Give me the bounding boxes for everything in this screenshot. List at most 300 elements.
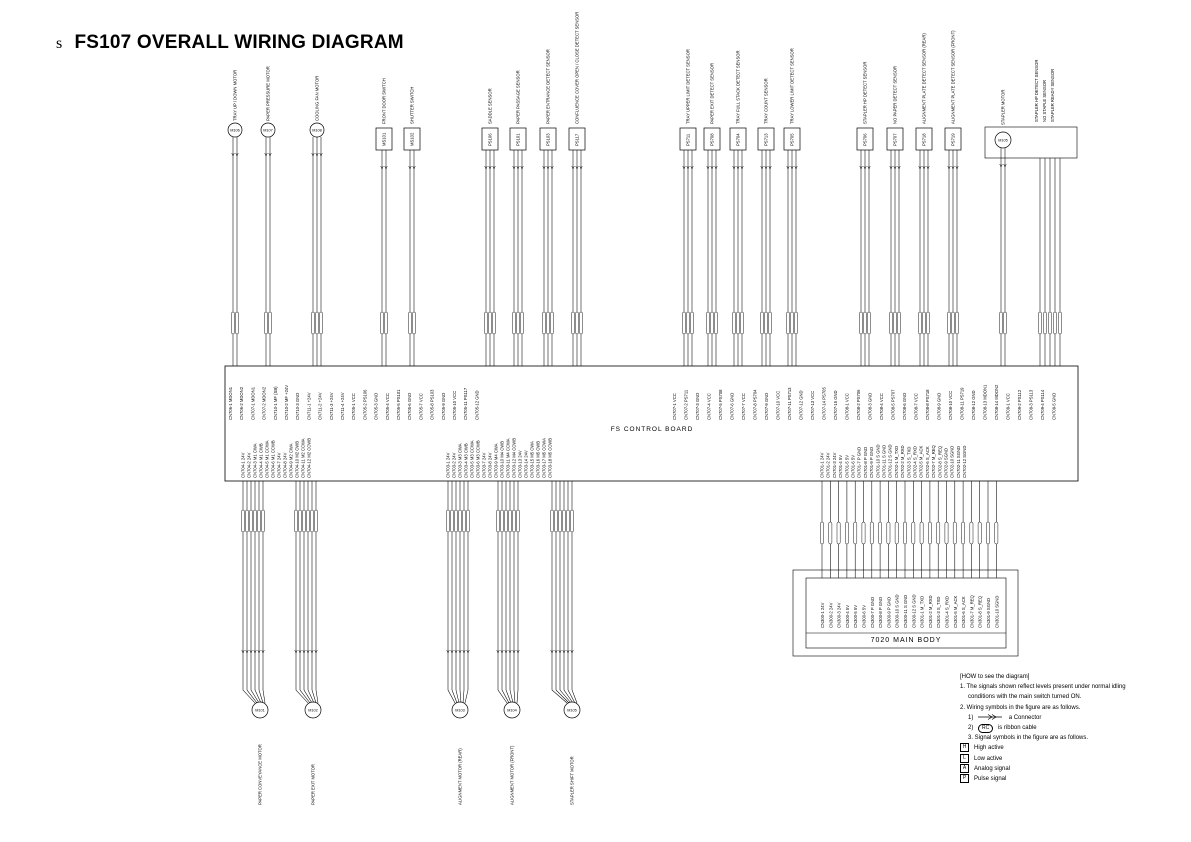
cable-tag	[257, 510, 260, 532]
cable-tag	[922, 312, 925, 334]
main-body-pin-label: CN301-8 S_REQ	[977, 595, 983, 628]
motor-m101	[252, 702, 268, 805]
board-pin-label: CN707-14 PS705	[821, 387, 827, 420]
cable-tag	[579, 312, 582, 334]
component-name: SHUTTER SWITCH	[409, 86, 415, 124]
cable-tag	[986, 522, 989, 544]
board-pin-label: CN705-5 PS101	[396, 389, 401, 420]
connector-symbol-icon	[978, 714, 1004, 720]
board-pin-label: CN703-1 24V	[445, 452, 451, 478]
motor-id: M104	[507, 708, 517, 713]
legend-signal	[960, 774, 1160, 784]
cable-tag	[1048, 312, 1051, 334]
board-pin-label: CN707-8 PS704	[752, 389, 758, 420]
main-body-pin-label: CN301-6 S_ACK	[961, 596, 967, 628]
board-pin-label: CN706-1 MDON1	[228, 386, 233, 420]
component-ps718	[916, 33, 932, 150]
component-ps708	[704, 63, 720, 150]
cable-tag	[454, 510, 457, 532]
board-pin-label: CN705-10 VCC	[452, 390, 457, 420]
cable-tag	[945, 522, 948, 544]
board-pin-label: CN703-5 M3 CCWA	[469, 440, 475, 478]
board-pin-label: CN708-6 GND	[902, 392, 907, 420]
legend-signal-text: Pulse signal	[974, 776, 1007, 783]
board-pin-label: CN705-12 GND	[474, 390, 480, 420]
motor-name: PAPER EXIT MOTOR	[310, 764, 316, 805]
cable-tag	[458, 510, 461, 532]
cable-tag	[854, 522, 857, 544]
board-pin-label: CN701-11 S GND	[881, 444, 887, 478]
board-pin-label: CN703-12 M4 CCWB	[511, 437, 517, 478]
cable-tag	[466, 510, 469, 532]
board-pin-label: CN703-10 M4 CWB	[499, 440, 505, 478]
component-id: PS705	[789, 133, 795, 146]
cable-tag	[867, 312, 870, 334]
board-pin-label: CN708-2 PS706	[856, 389, 861, 420]
board-pin-label: CN708-9 GND	[936, 392, 942, 420]
main-body-pin-label: CN301-2 M_RXD	[927, 595, 933, 628]
cable-tag	[903, 522, 906, 544]
board-label: FS CONTROL BOARD	[610, 426, 694, 433]
cable-tag	[1043, 312, 1046, 334]
component-m108	[310, 76, 324, 137]
cable-tag	[516, 312, 519, 334]
main-body-pin-label: CN300-10 S GND	[894, 594, 900, 628]
cable-tag	[550, 510, 553, 532]
component-id: PS713	[763, 133, 769, 146]
board-pin-label: CN703-11 M4 CCWA	[505, 438, 511, 478]
cable-tag	[710, 312, 713, 334]
board-pin-label: CN701-4 5V	[838, 454, 844, 478]
cable-tag	[542, 312, 545, 334]
board-pin-label: CN701-2 24V	[825, 452, 831, 478]
cable-tag	[302, 510, 305, 532]
legend-signal	[960, 764, 1160, 774]
main-body-pin-label: CN301-7 M_REQ	[969, 595, 975, 628]
board-pin-label: CN708-4 VCC	[879, 393, 884, 420]
component-id: PS718	[921, 133, 927, 146]
legend-signal	[960, 754, 1160, 764]
board-pin-label: CN709-4 PS114	[1040, 389, 1045, 420]
cable-tag	[520, 312, 523, 334]
motor-m102	[305, 702, 321, 805]
cable-tag	[571, 312, 574, 334]
cable-tag	[384, 312, 387, 334]
board-pin-label: CN709-1 VCC	[1005, 393, 1011, 420]
component-id: M107	[263, 128, 273, 133]
legend-item2-num: 2)	[968, 725, 974, 732]
cable-tag	[314, 510, 317, 532]
cable-tag	[241, 510, 244, 532]
legend-item2-text: is ribbon cable	[997, 725, 1037, 732]
cable-tag	[408, 312, 411, 334]
board-pin-label: CN703-6 M3 CCWB	[475, 440, 481, 478]
component-ps711	[680, 49, 696, 150]
cable-tag	[550, 312, 553, 334]
board-pin-label: CN705-2 PS106	[362, 389, 368, 420]
cable-tag	[380, 312, 383, 334]
motor-name: ALIGNMENT MOTOR (REAR)	[457, 748, 463, 805]
cable-tag	[764, 312, 767, 334]
cable-tag	[995, 522, 998, 544]
component-ps719	[945, 30, 961, 150]
board-pin-label: CN708-5 PS707	[890, 389, 896, 420]
main-body-pin-label: CN300-8 P GND	[878, 596, 884, 628]
main-body-pin-label: CN300-7 P GND	[869, 596, 875, 628]
board-pin-label: CN703-7 24V	[481, 452, 487, 478]
board-pin-label: CN707-3 GND	[695, 392, 700, 420]
main-body-pin-label: CN301-9 SGND	[986, 597, 991, 628]
cable-tag	[714, 312, 717, 334]
cable-tag	[706, 312, 709, 334]
board-pin-label: CN707-15 GND	[833, 390, 838, 420]
component-name: SADDLE SENSOR	[487, 88, 493, 124]
cable-tag	[261, 510, 264, 532]
cable-tag	[1038, 312, 1041, 334]
component-name: TRAY FULL STACK DETECT SENSOR	[735, 50, 741, 124]
board-pin-label: CN708-13 MDON1	[982, 384, 988, 420]
board-pin-label: CN701-1 24V	[819, 452, 825, 478]
board-pin-label: CN709-2 PS112	[1017, 389, 1022, 420]
component-name: PAPER PASSAGE SENSOR	[515, 70, 521, 124]
cable-tag	[879, 522, 882, 544]
component-m107	[261, 66, 275, 137]
component-name: TRAY COUNT SENSOR	[763, 78, 769, 124]
board-pin-label: CN701-8 P GND	[862, 446, 868, 478]
component-ps706	[857, 62, 873, 150]
board-pin-label: CN703-15 M5 CWA	[529, 441, 535, 478]
cable-tag	[1003, 312, 1006, 334]
legend-line1: 1. The signals shown reflect levels present under normal idling	[960, 684, 1126, 691]
component-ps713	[758, 78, 774, 150]
legend-item2	[960, 723, 1160, 733]
board-pin-label: CN702-7 M_REQ	[931, 445, 937, 478]
motor-m104	[504, 702, 520, 805]
cable-tag	[488, 312, 491, 334]
board-pin-label: CN707-4 VCC	[706, 393, 712, 420]
cable-tag	[512, 312, 515, 334]
cable-tag	[918, 312, 921, 334]
component-name: STAPLER MOTOR	[1000, 89, 1006, 125]
board-pin-label: CN701-5 5V	[844, 454, 850, 478]
board-pin-label: CN703-2 24V	[451, 452, 457, 478]
board-pin-label: CN703-3 M3 CWA	[457, 443, 463, 478]
cable-tag	[264, 312, 267, 334]
board-pin-label: CN702-9 SGND	[943, 447, 949, 478]
component-id: PS106	[487, 133, 493, 146]
board-pin-label: CN701-12 S GND	[887, 444, 893, 478]
board-pin-label: CN703-14 24V	[523, 450, 529, 478]
cable-tag	[508, 510, 511, 532]
cable-tag	[298, 510, 301, 532]
legend-signal-text: Analog signal	[974, 766, 1011, 773]
cable-tag	[235, 312, 238, 334]
cable-tag	[249, 510, 252, 532]
board-pin-label: CN703-8 24V	[487, 452, 493, 478]
component-ps707	[887, 66, 903, 150]
cable-tag	[484, 312, 487, 334]
component-m106	[228, 70, 242, 137]
board-pin-label: CN702-12 SGND	[962, 445, 968, 478]
board-pin-label: CN707-11 PS713	[787, 387, 792, 420]
board-pin-label: CN707-10 VCC	[775, 390, 781, 420]
cable-tag	[829, 522, 832, 544]
pulse-signal-icon: P	[960, 774, 969, 783]
legend-item1-num: 1)	[968, 714, 974, 721]
legend-line1b: conditions with the main switch turned ON.	[968, 694, 1082, 701]
component-id: PS706	[862, 133, 868, 146]
board-pin-label: CN704-8 24V	[282, 452, 288, 478]
cable-tag	[1053, 312, 1056, 334]
board-pin-label: CN702-4 S_RXD	[912, 446, 918, 478]
cable-tag	[412, 312, 415, 334]
board-pin-label: CN708-8 PS718	[925, 389, 930, 420]
board-pin-label: CN703-16 M5 CWB	[535, 440, 541, 478]
cable-tag	[786, 312, 789, 334]
cable-tag	[546, 312, 549, 334]
board-pin-label: CN711-3 +24V	[328, 392, 334, 420]
cable-tag	[496, 510, 499, 532]
low-active-icon: L	[960, 754, 969, 763]
cable-tag	[310, 510, 313, 532]
board-pin-label: CN704-2 24V	[246, 452, 252, 478]
board-pin-label: CN704-6 M1 CCWB	[270, 440, 276, 478]
board-pin-label: CN710-2 MF +24V	[284, 384, 289, 420]
cable-tag	[492, 312, 495, 334]
legend	[960, 672, 1160, 785]
board-pin-label: CN702-11 SGND	[955, 445, 961, 478]
main-body-pin-label: CN300-4 5V	[844, 604, 850, 628]
legend-signals	[960, 743, 1160, 784]
cable-tag	[294, 510, 297, 532]
cable-tag	[928, 522, 931, 544]
top-components	[228, 12, 1011, 150]
cable-tag	[690, 312, 693, 334]
cable-tag	[962, 522, 965, 544]
cable-tag	[315, 312, 318, 334]
component-name: PAPER PRESSURE MOTOR	[265, 66, 271, 121]
stapler-unit-label: STAPLER HP DETECT SENSOR	[1034, 59, 1039, 122]
board-pin-label: CN707-6 GND	[729, 392, 735, 420]
analog-signal-icon: A	[960, 764, 969, 773]
cable-tag	[1058, 312, 1061, 334]
component-id: PS707	[892, 133, 898, 146]
bottom-motors	[252, 702, 580, 805]
cable-tag	[736, 312, 739, 334]
component-name: FRONT DOOR SWITCH	[381, 78, 387, 124]
component-ps117	[569, 12, 585, 150]
main-body-label: 7020 MAIN BODY	[870, 637, 942, 644]
main-body-pin-label: CN300-9 P GND	[886, 596, 892, 628]
title-mark: s	[56, 35, 63, 52]
cable-tag	[768, 312, 771, 334]
board-pin-label: CN708-14 MDON2	[994, 384, 999, 420]
board-pin-label: CN708-7 VCC	[913, 393, 919, 420]
component-m105	[995, 90, 1011, 148]
cable-tag	[947, 312, 950, 334]
cable-tag	[920, 522, 923, 544]
cable-tag	[253, 510, 256, 532]
board-pin-label: CN702-6 S_ACK	[924, 446, 930, 478]
cable-tag	[516, 510, 519, 532]
ribbon-cable-icon: RC	[978, 724, 993, 733]
motor-name: ALIGNMENT MOTOR (FRONT)	[509, 745, 515, 805]
board-pin-label: CN707-2 PS711	[683, 389, 689, 420]
cable-tag	[897, 312, 900, 334]
cable-tag	[570, 510, 573, 532]
cable-tag	[554, 510, 557, 532]
legend-heading: [HOW to see the diagram]	[960, 674, 1030, 680]
board-pin-label: CN707-5 PS708	[718, 389, 723, 420]
board-pin-label: CN707-2 MDON2	[261, 386, 267, 420]
cable-tag	[740, 312, 743, 334]
cable-tag	[862, 522, 865, 544]
component-ps103	[540, 49, 556, 150]
cable-tag	[450, 510, 453, 532]
stapler-unit-labels	[1034, 60, 1055, 122]
main-body-pin-label: CN300-1 24V	[820, 602, 825, 628]
board-pin-label: CN711-1 +24V	[306, 392, 312, 420]
cable-tag	[575, 312, 578, 334]
legend-item1	[960, 713, 1160, 723]
board-pin-label: CN704-4 M1 CWB	[258, 443, 264, 478]
component-name: ALIGNMENT PLATE DETECT SENSOR (FRONT)	[950, 30, 956, 124]
board-pin-label: CN701-7 P GND	[856, 446, 862, 478]
legend-line2: 2. Wiring symbols in the figure are as follows.	[960, 704, 1081, 711]
component-ps704	[730, 50, 746, 150]
board-pin-label: CN708-10 VCC	[948, 390, 953, 420]
motor-name: STAPLER SHIFT MOTOR	[569, 756, 575, 805]
board-pin-label: CN705-6 GND	[407, 392, 413, 420]
legend-signal-text: Low active	[974, 755, 1003, 762]
board-pin-label: CN707-12 GND	[798, 390, 804, 420]
cable-tag	[566, 510, 569, 532]
cable-tag	[682, 312, 685, 334]
legend-line3: 3. Signal symbols in the figure are as follows.	[968, 735, 1089, 742]
main-body-pin-label: CN300-5 5V	[853, 604, 859, 628]
cable-tag	[794, 312, 797, 334]
board-pin-label: CN710-3 GND	[295, 392, 301, 420]
board-pin-label: CN704-1 24V	[240, 452, 246, 478]
cable-tag	[870, 522, 873, 544]
component-name: PAPER EXIT DETECT SENSOR	[709, 63, 715, 124]
board-pin-label: CN704-3 M1 CWA	[252, 443, 258, 478]
board-pin-label: CN701-6 5V	[850, 454, 856, 478]
motor-m105	[564, 702, 580, 805]
cable-tag	[790, 312, 793, 334]
board-pin-label: CN702-2 M_RXD	[900, 445, 906, 478]
cable-tag	[859, 312, 862, 334]
cable-tag	[462, 510, 465, 532]
cable-tag	[926, 312, 929, 334]
component-id: M108	[312, 128, 322, 133]
component-ms102	[404, 87, 420, 150]
cable-tag	[268, 312, 271, 334]
cable-tag	[845, 522, 848, 544]
board-pin-label: CN704-10 M2 CWB	[294, 440, 300, 478]
cable-tag	[504, 510, 507, 532]
board-pin-label: CN704-11 M2 CCWA	[300, 438, 306, 478]
cable-tag	[955, 312, 958, 334]
main-body-pin-label: CN301-4 S_RXD	[944, 596, 950, 628]
main-body-pin-label: CN301-1 M_TXD	[919, 595, 925, 628]
cable-tag	[686, 312, 689, 334]
board-pin-label: CN709-3 PS113	[1028, 389, 1034, 420]
component-id: M106	[230, 128, 240, 133]
component-id: PS704	[735, 133, 741, 146]
component-name: STAPLER HP DETECT SENSOR	[862, 61, 868, 124]
cable-tag	[231, 312, 234, 334]
cable-tag	[953, 522, 956, 544]
cable-tag	[895, 522, 898, 544]
motor-id: M102	[308, 708, 318, 713]
cable-tag	[500, 510, 503, 532]
motor-id: M101	[255, 708, 265, 713]
board-pin-label: CN711-2 +24V	[317, 392, 323, 420]
board-pin-label: CN708-11 PS719	[959, 387, 965, 420]
board-pin-label: CN704-7 24V	[276, 452, 282, 478]
component-id: PS719	[950, 133, 956, 146]
board-pin-label: CN708-1 VCC	[844, 393, 850, 420]
component-name: TRAY LOWER LIMIT DETECT SENSOR	[789, 48, 795, 124]
cable-tag	[306, 510, 309, 532]
board-pin-label: CN704-5 M1 CCWA	[264, 440, 270, 478]
board-pin-label: CN711-4 +24V	[340, 392, 345, 420]
board-pin-label: CN705-1 VCC	[351, 393, 357, 420]
cable-tag	[446, 510, 449, 532]
component-name: COOLING FAN MOTOR	[314, 75, 320, 121]
main-body-labels	[820, 594, 999, 628]
motor-id: M103	[455, 708, 465, 713]
cable-tag	[732, 312, 735, 334]
cable-tag	[245, 510, 248, 532]
cable-tag	[999, 312, 1002, 334]
board-pin-label: CN705-4 VCC	[384, 393, 390, 420]
cable-tag	[937, 522, 940, 544]
main-body-pin-label: CN300-2 24V	[828, 602, 834, 628]
cable-tag	[562, 510, 565, 532]
cable-tag	[887, 522, 890, 544]
board-pin-label: CN706-2 MDON2	[239, 386, 245, 420]
cable-tag	[311, 312, 314, 334]
component-ps106	[482, 88, 498, 150]
board-pin-label: CN709-5 GND	[1051, 392, 1057, 420]
cable-tag	[863, 312, 866, 334]
board-pin-label: CN705-9 GND	[440, 392, 446, 420]
board-pin-label: CN705-3 GND	[373, 392, 379, 420]
board-pin-label: CN703-17 M5 CCWA	[541, 438, 547, 478]
board-pin-label: CN705-7 VCC	[418, 393, 424, 420]
cable-tag	[558, 510, 561, 532]
legend-item1-text: a Connector	[1008, 714, 1042, 721]
component-name: ALIGNMENT PLATE DETECT SENSOR (REAR)	[921, 33, 927, 124]
board-pin-label: CN708-12 GND	[971, 390, 976, 420]
board-pin-label: CN707-9 GND	[764, 392, 769, 420]
board-pin-label: CN705-8 PS103	[429, 389, 435, 420]
component-id: MS102	[409, 132, 415, 146]
board-pin-label: CN704-9 M2 CWA	[288, 443, 294, 478]
board-pin-label: CN703-13 24V	[517, 450, 523, 478]
stapler-unit-label: STAPLER READY SENSOR	[1050, 68, 1055, 122]
motor-id: M105	[567, 708, 577, 713]
board-pin-label: CN704-12 M2 CCWB	[306, 437, 312, 478]
main-body-pin-label: CN301-3 S_TXD	[936, 596, 942, 628]
cable-tag	[760, 312, 763, 334]
board-pin-label: CN703-9 M4 CWA	[493, 443, 499, 478]
component-name: NO PAPER DETECT SENSOR	[892, 65, 898, 124]
board-pin-label: CN702-1 M_TXD	[893, 445, 899, 478]
cable-tag	[837, 522, 840, 544]
